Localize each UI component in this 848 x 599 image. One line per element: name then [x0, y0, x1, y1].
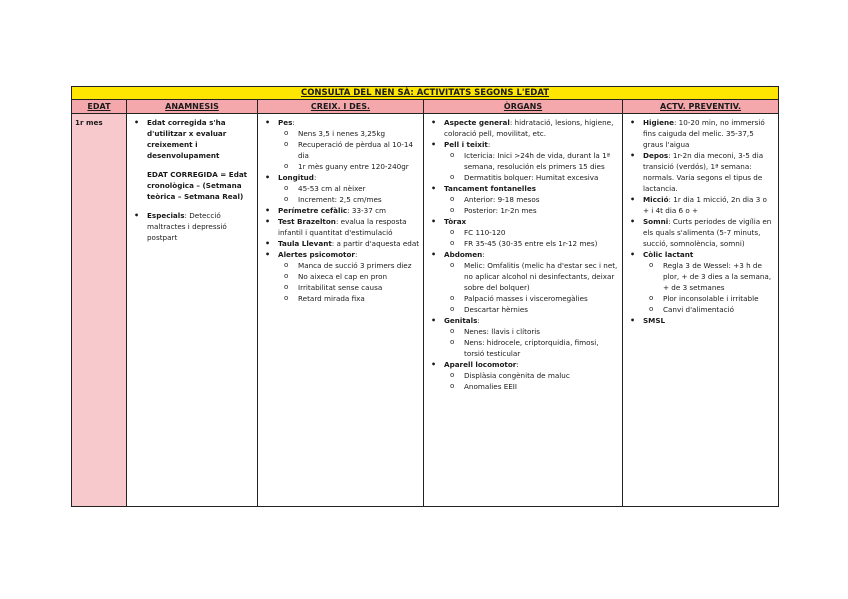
- pes-sub-item: o Recuperació de pèrdua al 10-14 dia: [258, 139, 420, 161]
- aparell-sub-item: o Displàsia congènita de maluc: [424, 370, 619, 381]
- alertes-sub-item: o Retard mirada fixa: [258, 293, 420, 304]
- header-organs: ÒRGANS: [424, 100, 623, 114]
- colic-sub-item: o Regla 3 de Wessel: +3 h de plor, + de 3 dies a la semana, + de 3 setmanes: [623, 260, 775, 293]
- creix-item-perimetre: • Perímetre cefàlic: 33-37 cm: [258, 205, 420, 216]
- fontanelles-sub-item: o Posterior: 1r-2n mes: [424, 205, 619, 216]
- alertes-sub-item: o Irritabilitat sense causa: [258, 282, 420, 293]
- creix-item-brazelton: • Test Brazelton: evalua la resposta infantil i quantitat d'estimulació: [258, 216, 420, 238]
- aparell-sub-item: o Anomalies EEII: [424, 381, 619, 392]
- anamnesis-item-corrected-age: • Edat corregida s'ha d'utilitzar x evaluar creixement i desenvolupament: [127, 117, 253, 161]
- pes-sub-item: o 1r mès guany entre 120-240gr: [258, 161, 420, 172]
- prev-item-higiene: • Higiene: 10-20 min, no immersió fins caiguda del melic. 35-37,5 graus l'aigua: [623, 117, 775, 150]
- longitud-sub-item: o Increment: 2,5 cm/mes: [258, 194, 420, 205]
- organs-item-fontanelles: • Tancament fontanelles o Anterior: 9-18 mesos o Posterior: 1r-2n mes: [424, 183, 619, 216]
- prev-item-somni: • Somni: Curts periodes de vigília en els quals s'alimenta (5-7 minuts, succió, somnolència, somni): [623, 216, 775, 249]
- header-creixement: CREIX. I DES.: [258, 100, 424, 114]
- prev-item-smsl: • SMSL: [623, 315, 775, 326]
- pes-sub-item: o Nens 3,5 i nenes 3,25kg: [258, 128, 420, 139]
- pell-sub-item: o Ictericia: Inici >24h de vida, durant la 1ª semana, resolución els primers 15 dies: [424, 150, 619, 172]
- creix-item-taula: • Taula Llevant: a partir d'aquesta edat: [258, 238, 420, 249]
- alertes-sub-item: o Manca de succió 3 primers diez: [258, 260, 420, 271]
- abdomen-sub-item: o Descartar hèrnies: [424, 304, 619, 315]
- header-anamnesis: ANAMNESIS: [127, 100, 258, 114]
- alertes-sub-item: o No aixeca el cap en pron: [258, 271, 420, 282]
- genitals-sub-item: o Nens: hidrocele, criptorquidia, fimosi, torsió testicular: [424, 337, 619, 359]
- organs-item-aspecte: • Aspecte general: hidratació, lesions, higiene, coloració pell, movilitat, etc.: [424, 117, 619, 139]
- creix-item-longitud: • Longitud: o 45-53 cm al nèixer o Increment: 2,5 cm/mes: [258, 172, 420, 205]
- colic-sub-item: o Canvi d'alimentació: [623, 304, 775, 315]
- organs-item-aparell: • Aparell locomotor: o Displàsia congènita de maluc o Anomalies EEII: [424, 359, 619, 392]
- age-label: 1r mes: [75, 118, 103, 127]
- organs-item-torax: • Tòrax o FC 110-120 o FR 35-45 (30-35 entre els 1r-12 mes): [424, 216, 619, 249]
- creix-item-pes: • Pes: o Nens 3,5 i nenes 3,25kg o Recuperació de pèrdua al 10-14 dia o 1r mès guany entre 120-240gr: [258, 117, 420, 172]
- cell-organs: [424, 114, 623, 507]
- cell-edat: [72, 114, 127, 507]
- abdomen-sub-item: o Palpació masses i visceromegàlies: [424, 293, 619, 304]
- longitud-sub-item: o 45-53 cm al nèixer: [258, 183, 420, 194]
- prev-item-miccio: • Micció: 1r dia 1 micció, 2n dia 3 o + i 4t dia 6 o +: [623, 194, 775, 216]
- header-preventiv: ACTV. PREVENTIV.: [623, 100, 779, 114]
- torax-sub-item: o FR 35-45 (30-35 entre els 1r-12 mes): [424, 238, 619, 249]
- organs-item-pell: • Pell i teixit: o Ictericia: Inici >24h de vida, durant la 1ª semana, resolución els primers 15 dies o Dermatitis bolquer: Humitat excesiva: [424, 139, 619, 183]
- colic-sub-item: o Plor inconsolable i irritable: [623, 293, 775, 304]
- genitals-sub-item: o Nenes: llavis i clítoris: [424, 326, 619, 337]
- header-edat: EDAT: [72, 100, 127, 114]
- table-title: CONSULTA DEL NEN SÀ: ACTIVITATS SEGONS L'EDAT: [72, 87, 779, 100]
- creix-item-alertes: • Alertes psicomotor: o Manca de succió 3 primers diez o No aixeca el cap en pron o Irritabilitat sense causa o Retard mirada fixa: [258, 249, 420, 304]
- fontanelles-sub-item: o Anterior: 9-18 mesos: [424, 194, 619, 205]
- pell-sub-item: o Dermatitis bolquer: Humitat excesiva: [424, 172, 619, 183]
- organs-item-abdomen: • Abdomen: o Melic: Omfalitis (melic ha d'estar sec i net, no aplicar alcohol ni desinfectants, deixar sobre del bolquer) o Palpació masses i visceromegàlies o Descartar hèrnies: [424, 249, 619, 315]
- prev-item-depos: • Depos: 1r-2n dia meconi, 3-5 dia transició (verdós), 1ª semana: normals. Varia segons el tipus de lactancia.: [623, 150, 775, 194]
- abdomen-sub-item: o Melic: Omfalitis (melic ha d'estar sec i net, no aplicar alcohol ni desinfectants, deixar sobre del bolquer): [424, 260, 619, 293]
- torax-sub-item: o FC 110-120: [424, 227, 619, 238]
- prev-item-colic: • Còlic lactant o Regla 3 de Wessel: +3 h de plor, + de 3 dies a la semana, + de 3 setmanes o Plor inconsolable i irritable o Canvi d'alimentació: [623, 249, 775, 315]
- activities-table: [71, 86, 779, 507]
- organs-item-genitals: • Genitals: o Nenes: llavis i clítoris o Nens: hidrocele, criptorquidia, fimosi, torsió testicular: [424, 315, 619, 359]
- cell-preventiv: [623, 114, 779, 507]
- corrected-age-formula: EDAT CORREGIDA = Edat cronològica – (Setmana teòrica – Setmana Real): [147, 170, 248, 201]
- cell-creixement: [258, 114, 424, 507]
- cell-anamnesis: [127, 114, 258, 507]
- anamnesis-item-especials: • Especials: Detecció maltractes i depressió postpart: [127, 210, 253, 243]
